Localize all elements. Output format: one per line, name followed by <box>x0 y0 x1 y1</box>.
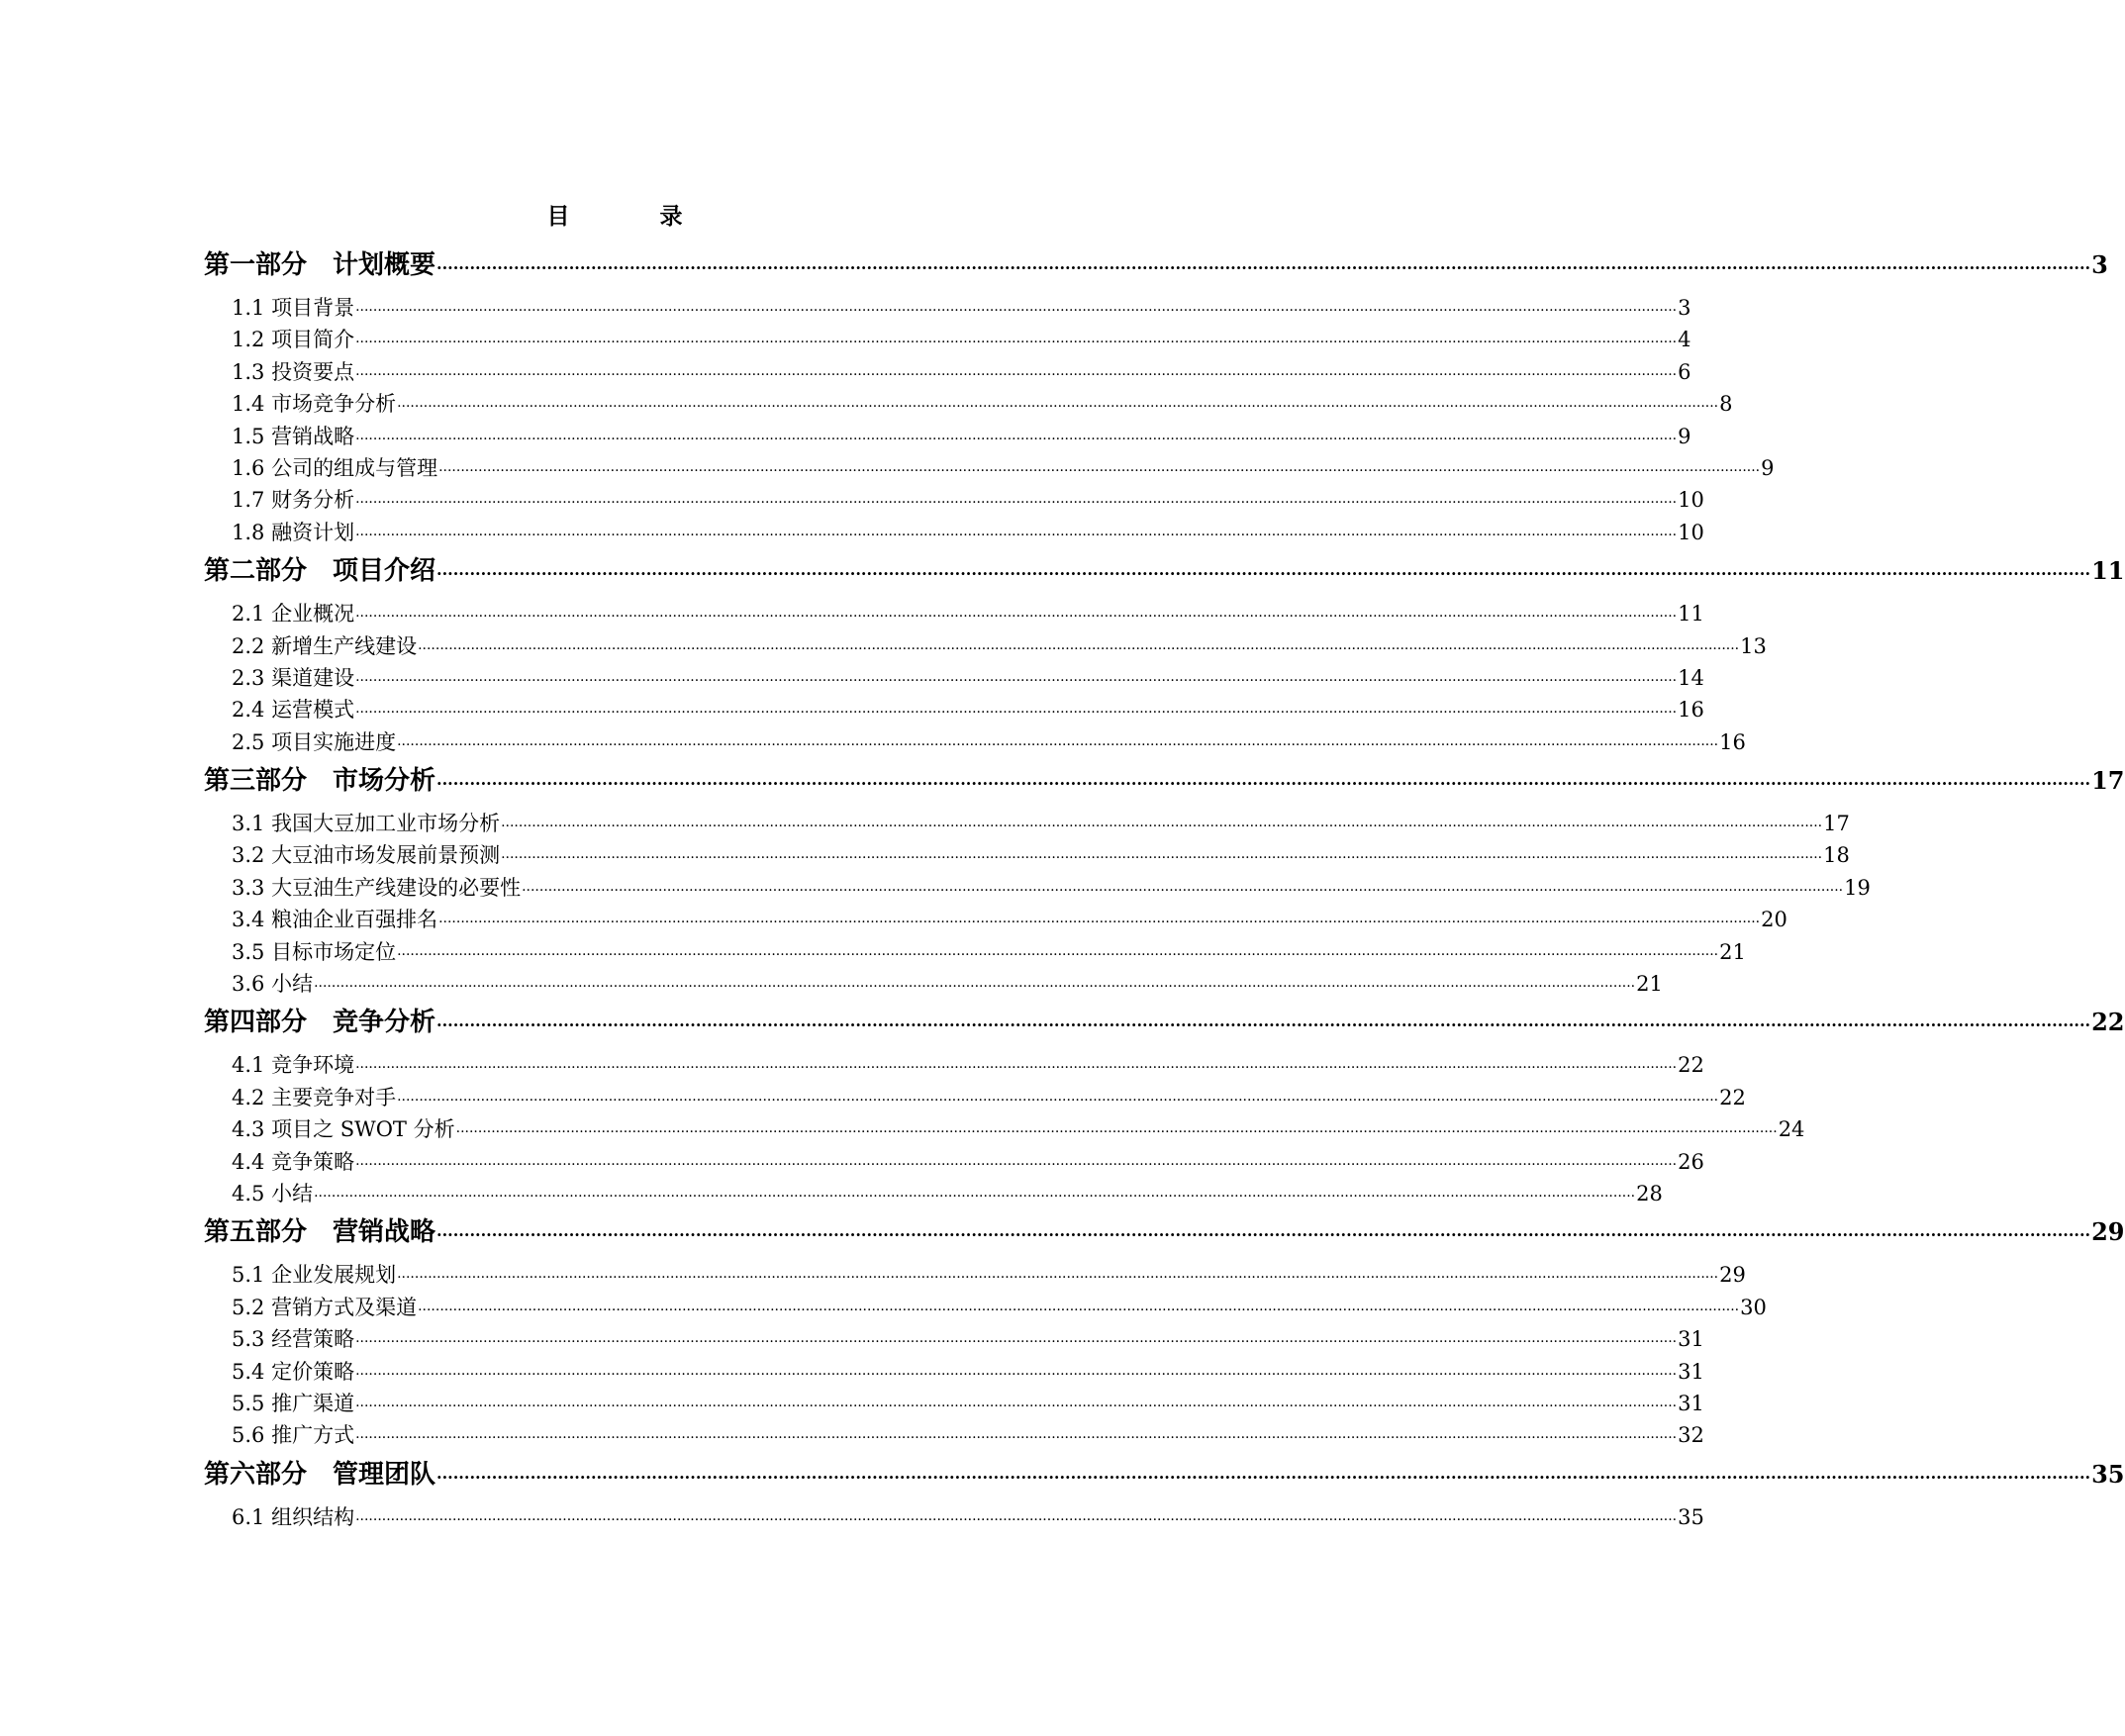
toc-entry[interactable] <box>204 969 1663 1001</box>
toc-entry[interactable] <box>204 1083 1746 1114</box>
toc-page-number: 28 <box>1636 1181 1663 1206</box>
toc-leader-dots: ············································································································································································································································································································ <box>355 1511 1678 1528</box>
toc-entry[interactable] <box>204 422 1691 453</box>
toc-label: 2.1 企业概况 <box>232 602 355 627</box>
toc-leader-dots: ············································································································································································································································································································ <box>436 774 2091 794</box>
toc-leader-dots: ············································································································································································································································································································ <box>355 609 1678 626</box>
toc-label: 1.5 营销战略 <box>232 424 355 448</box>
toc-leader-dots: ············································································································································································································································································································ <box>436 1467 2091 1487</box>
toc-label: 第六部分 管理团队 <box>204 1459 436 1490</box>
toc-entry[interactable] <box>204 663 1704 695</box>
toc-label: 第五部分 营销战略 <box>204 1217 436 1248</box>
toc-entry[interactable] <box>204 1389 1704 1420</box>
toc-leader-dots: ············································································································································································································································································································ <box>355 1366 1678 1383</box>
toc-entry[interactable] <box>204 1324 1704 1356</box>
toc-entry[interactable] <box>204 1050 1704 1082</box>
toc-entry[interactable] <box>204 809 1850 840</box>
toc-leader-dots: ············································································································································································································································································································ <box>438 915 1761 931</box>
toc-leader-dots: ············································································································································································································································································································ <box>436 258 2091 277</box>
toc-leader-dots: ············································································································································································································································································································ <box>436 1225 2091 1245</box>
toc-label: 6.1 组织结构 <box>232 1504 355 1529</box>
toc-label: 5.4 定价策略 <box>232 1359 355 1384</box>
toc-part-heading[interactable] <box>204 1005 2125 1053</box>
toc-page-number: 29 <box>2091 1217 2125 1247</box>
toc-leader-dots: ············································································································································································································································································································ <box>355 495 1678 512</box>
toc-title: 目 录 <box>546 203 717 230</box>
toc-page-number: 20 <box>1761 908 1787 932</box>
toc-page-number: 31 <box>1678 1391 1704 1415</box>
toc-entry[interactable] <box>204 453 1775 485</box>
toc-leader-dots: ············································································································································································································································································································ <box>355 366 1678 383</box>
toc-leader-dots: ············································································································································································································································································································ <box>355 1430 1678 1447</box>
toc-label: 1.8 融资计划 <box>232 520 355 544</box>
toc-leader-dots: ············································································································································································································································································································ <box>355 303 1678 319</box>
toc-part-heading[interactable] <box>204 1214 2125 1263</box>
toc-label: 1.1 项目背景 <box>232 296 355 320</box>
toc-label: 3.3 大豆油生产线建设的必要性 <box>232 875 522 900</box>
toc-label: 4.1 竞争环境 <box>232 1053 355 1078</box>
toc-page-number: 19 <box>1844 875 1871 900</box>
toc-page-number: 22 <box>1719 1085 1746 1109</box>
toc-leader-dots: ············································································································································································································································································································ <box>355 1398 1678 1414</box>
toc-part-heading[interactable] <box>204 553 2125 602</box>
toc-leader-dots: ············································································································································································································································································································ <box>355 1156 1678 1173</box>
toc-entry[interactable] <box>204 357 1691 389</box>
toc-page-number: 6 <box>1678 359 1691 384</box>
toc-entry[interactable] <box>204 905 1787 936</box>
toc-leader-dots: ············································································································································································································································································································ <box>355 1060 1678 1077</box>
toc-label: 3.5 目标市场定位 <box>232 939 397 964</box>
toc-label: 5.6 推广方式 <box>232 1423 355 1448</box>
toc-label: 2.2 新增生产线建设 <box>232 633 418 658</box>
toc-label: 2.5 项目实施进度 <box>232 729 397 754</box>
toc-page-number: 29 <box>1719 1263 1746 1288</box>
toc-label: 2.4 运营模式 <box>232 698 355 723</box>
toc-leader-dots: ············································································································································································································································································································ <box>355 705 1678 722</box>
toc-page-number: 17 <box>2091 766 2125 796</box>
toc-leader-dots: ············································································································································································································································································································ <box>397 1270 1719 1287</box>
toc-leader-dots: ············································································································································································································································································································ <box>355 1334 1678 1351</box>
toc-page-number: 13 <box>1740 633 1767 658</box>
toc-label: 5.3 经营策略 <box>232 1327 355 1352</box>
toc-leader-dots: ············································································································································································································································································································ <box>418 1302 1740 1318</box>
toc-page-number: 16 <box>1719 729 1746 754</box>
toc-entry[interactable] <box>204 485 1704 517</box>
toc-label: 5.2 营销方式及渠道 <box>232 1295 418 1319</box>
toc-page-number: 10 <box>1678 488 1704 513</box>
toc-page-number: 30 <box>1740 1295 1767 1319</box>
toc-page-number: 8 <box>1719 392 1733 417</box>
toc-part-heading[interactable] <box>204 763 2125 812</box>
toc-page-number: 24 <box>1778 1117 1805 1142</box>
toc-page-number: 10 <box>1678 520 1704 544</box>
toc-page-number: 9 <box>1761 455 1775 480</box>
toc-leader-dots: ············································································································································································································································································································ <box>501 850 1823 867</box>
toc-page-number: 9 <box>1678 424 1691 448</box>
toc-page-number: 21 <box>1719 939 1746 964</box>
toc-label: 3.6 小结 <box>232 972 314 997</box>
toc-entry[interactable] <box>204 325 1691 356</box>
toc-leader-dots: ············································································································································································································································································································ <box>355 431 1678 447</box>
toc-page-number: 22 <box>1678 1053 1704 1078</box>
toc-page-number: 17 <box>1823 812 1850 836</box>
toc-label: 3.4 粮油企业百强排名 <box>232 908 438 932</box>
toc-label: 1.4 市场竞争分析 <box>232 392 397 417</box>
toc-leader-dots: ············································································································································································································································································································ <box>397 736 1719 753</box>
toc-label: 3.1 我国大豆加工业市场分析 <box>232 812 501 836</box>
toc-label: 5.5 推广渠道 <box>232 1391 355 1415</box>
toc-page-number: 16 <box>1678 698 1704 723</box>
toc-label: 第二部分 项目介绍 <box>204 556 436 587</box>
toc-entry[interactable] <box>204 631 1767 663</box>
toc-page-number: 11 <box>2091 556 2125 586</box>
toc-leader-dots: ············································································································································································································································································································ <box>501 819 1823 835</box>
toc-label: 3.2 大豆油市场发展前景预测 <box>232 843 501 868</box>
toc-label: 第一部分 计划概要 <box>204 250 436 280</box>
toc-entry[interactable] <box>204 1179 1663 1210</box>
toc-entry[interactable] <box>204 840 1850 872</box>
toc-label: 4.2 主要竞争对手 <box>232 1085 397 1109</box>
toc-entry[interactable] <box>204 695 1704 726</box>
toc-label: 4.4 竞争策略 <box>232 1149 355 1174</box>
toc-leader-dots: ············································································································································································································································································································ <box>397 1092 1719 1109</box>
toc-leader-dots: ············································································································································································································································································································ <box>314 979 1636 996</box>
toc-entry[interactable] <box>204 1502 1704 1534</box>
toc-leader-dots: ············································································································································································································································································································ <box>355 335 1678 351</box>
table-of-contents <box>204 247 2125 1534</box>
toc-page-number: 26 <box>1678 1149 1704 1174</box>
toc-page-number: 11 <box>1678 602 1704 627</box>
toc-leader-dots: ············································································································································································································································································································ <box>355 672 1678 689</box>
toc-entry[interactable] <box>204 1293 1767 1324</box>
toc-entry[interactable] <box>204 937 1746 969</box>
toc-page-number: 35 <box>1678 1504 1704 1529</box>
toc-entry[interactable] <box>204 599 1704 630</box>
toc-page-number: 3 <box>1678 296 1691 320</box>
toc-entry[interactable] <box>204 1260 1746 1292</box>
toc-label: 第四部分 竞争分析 <box>204 1008 436 1038</box>
toc-entry[interactable] <box>204 1420 1704 1452</box>
toc-leader-dots: ············································································································································································································································································································ <box>438 462 1761 479</box>
toc-label: 5.1 企业发展规划 <box>232 1263 397 1288</box>
toc-label: 2.3 渠道建设 <box>232 665 355 690</box>
toc-leader-dots: ············································································································································································································································································································ <box>397 399 1719 416</box>
toc-entry[interactable] <box>204 873 1871 905</box>
toc-label: 第三部分 市场分析 <box>204 766 436 797</box>
toc-leader-dots: ············································································································································································································································································································ <box>436 1015 2091 1035</box>
toc-leader-dots: ············································································································································································································································································································ <box>397 946 1719 963</box>
toc-entry[interactable] <box>204 293 1691 325</box>
toc-leader-dots: ············································································································································································································································································································ <box>418 640 1740 657</box>
toc-page-number: 14 <box>1678 665 1704 690</box>
toc-label: 1.3 投资要点 <box>232 359 355 384</box>
toc-entry[interactable] <box>204 389 1733 421</box>
toc-page-number: 22 <box>2091 1008 2125 1037</box>
toc-label: 4.5 小结 <box>232 1181 314 1206</box>
toc-page-number: 18 <box>1823 843 1850 868</box>
toc-page-number: 3 <box>2091 250 2108 279</box>
toc-label: 1.6 公司的组成与管理 <box>232 455 438 480</box>
toc-page-number: 4 <box>1678 328 1691 352</box>
toc-label: 1.2 项目简介 <box>232 328 355 352</box>
toc-page-number: 32 <box>1678 1423 1704 1448</box>
toc-part-heading[interactable] <box>204 247 2108 296</box>
toc-leader-dots: ············································································································································································································································································································ <box>522 882 1844 899</box>
toc-label: 1.7 财务分析 <box>232 488 355 513</box>
toc-entry[interactable] <box>204 1357 1704 1389</box>
toc-part-heading[interactable] <box>204 1457 2125 1505</box>
toc-leader-dots: ············································································································································································································································································································ <box>455 1124 1778 1141</box>
toc-page-number: 35 <box>2091 1459 2125 1489</box>
toc-page-number: 21 <box>1636 972 1663 997</box>
toc-entry[interactable] <box>204 1147 1704 1179</box>
toc-entry[interactable] <box>204 518 1704 549</box>
toc-label: 4.3 项目之 SWOT 分析 <box>232 1117 455 1142</box>
toc-page-number: 31 <box>1678 1327 1704 1352</box>
toc-page-number: 31 <box>1678 1359 1704 1384</box>
toc-entry[interactable] <box>204 1114 1805 1146</box>
toc-leader-dots: ············································································································································································································································································································ <box>355 527 1678 543</box>
toc-entry[interactable] <box>204 727 1746 759</box>
toc-leader-dots: ············································································································································································································································································································ <box>436 564 2091 584</box>
toc-leader-dots: ············································································································································································································································································································ <box>314 1188 1636 1205</box>
